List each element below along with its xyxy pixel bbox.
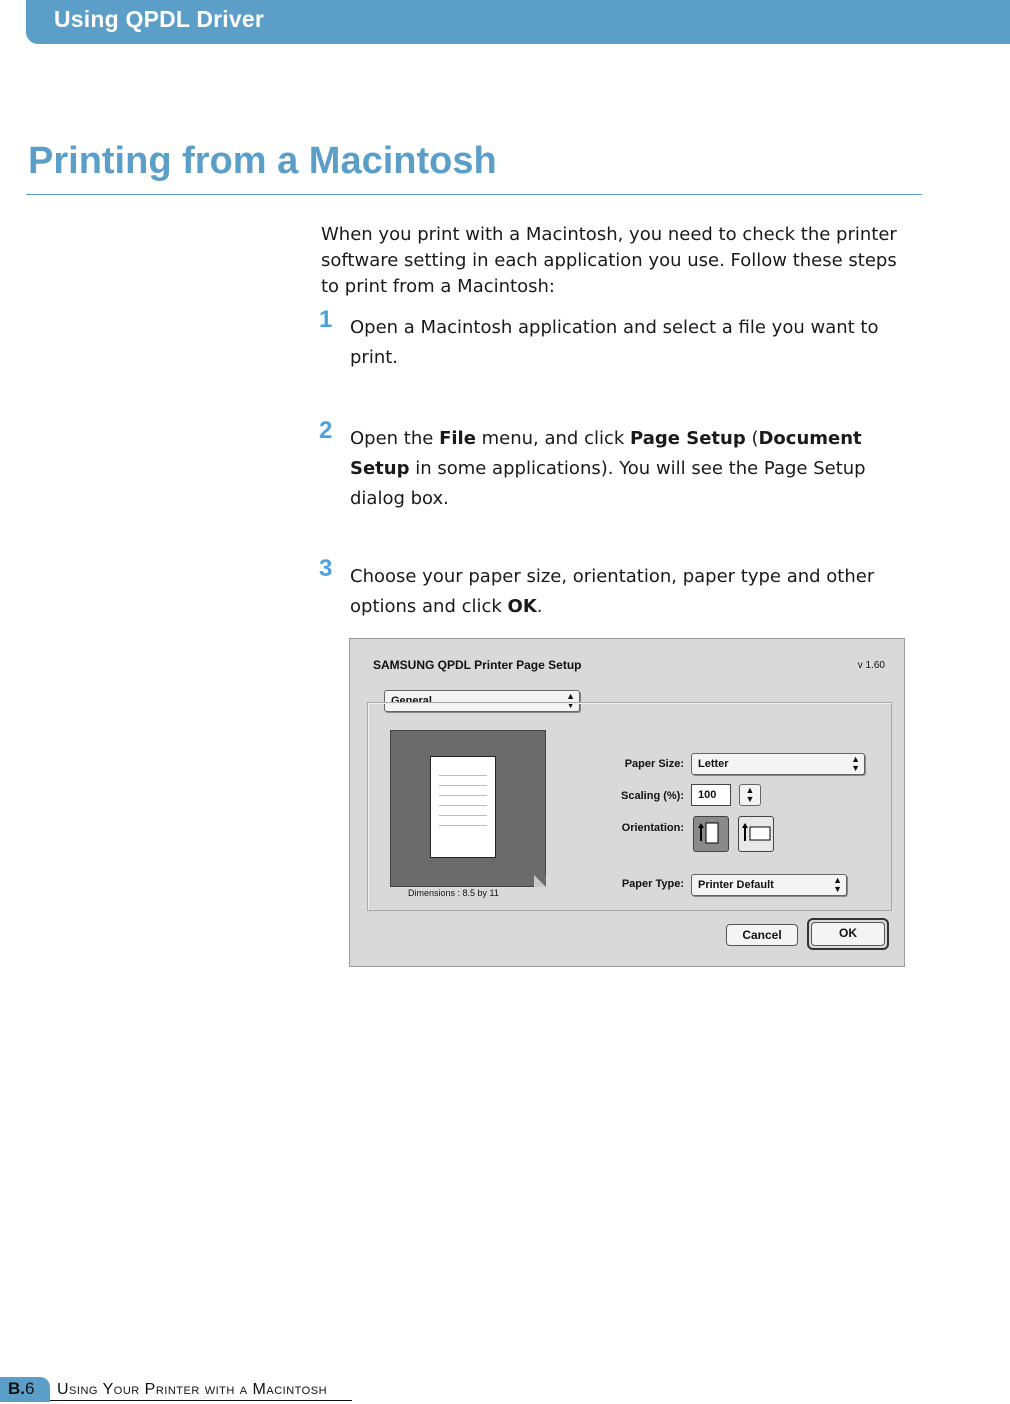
ok-button[interactable]: OK [811,922,885,946]
cancel-button[interactable]: Cancel [726,924,798,946]
step-text: Open the File menu, and click Page Setup (Document Setup in some applications). You will see the Page Setup dialog box. [350,428,866,509]
scaling-stepper[interactable]: ▲ ▼ [739,784,761,806]
footer-page-tab [0,1377,50,1402]
page-number: B.6 [8,1379,35,1398]
popup-arrows-icon: ▲ ▼ [833,875,842,894]
step-number: 2 [319,417,333,444]
scaling-input[interactable]: 100 [691,784,731,806]
section-title: Using QPDL Driver [54,6,265,32]
page-fold-icon [534,875,546,887]
footer-chapter-title: Using Your Printer with a Macintosh [57,1381,328,1398]
dialog-title: SAMSUNG QPDL Printer Page Setup [373,658,582,672]
scaling-label: Scaling (%): [621,790,684,802]
portrait-orientation-button[interactable] [693,816,729,852]
page-title: Printing from a Macintosh [28,140,497,182]
portrait-icon [694,817,728,851]
dialog-version: v 1.60 [857,660,885,671]
step-text: Open a Macintosh application and select a file you want to print. [350,317,879,368]
section-header-bar [26,0,1010,44]
step-number: 1 [319,306,333,333]
popup-arrows-icon: ▲ ▼ [566,691,575,710]
paper-type-label: Paper Type: [621,878,684,890]
panel-select[interactable]: General ▲ ▼ [384,690,580,712]
page-setup-dialog [349,638,905,967]
step-number: 3 [319,555,333,582]
orientation-label: Orientation: [621,822,684,834]
step-text: Choose your paper size, orientation, paper type and other options and click OK. [350,566,875,617]
paper-size-label: Paper Size: [624,758,684,770]
paper-dimensions: Dimensions : 8.5 by 11 [408,888,499,898]
page-preview [390,730,546,887]
paper-icon [430,756,496,858]
landscape-orientation-button[interactable] [738,816,774,852]
intro-paragraph: When you print with a Macintosh, you need to check the printer software setting in each application you use. Follow these steps to print from a Macintosh: [321,224,897,297]
footer-rule [50,1400,352,1401]
popup-arrows-icon: ▲ ▼ [851,754,860,773]
landscape-icon [739,817,773,851]
title-divider [26,194,922,195]
paper-size-select[interactable]: Letter ▲ ▼ [691,753,865,775]
paper-type-select[interactable]: Printer Default ▲ ▼ [691,874,847,896]
